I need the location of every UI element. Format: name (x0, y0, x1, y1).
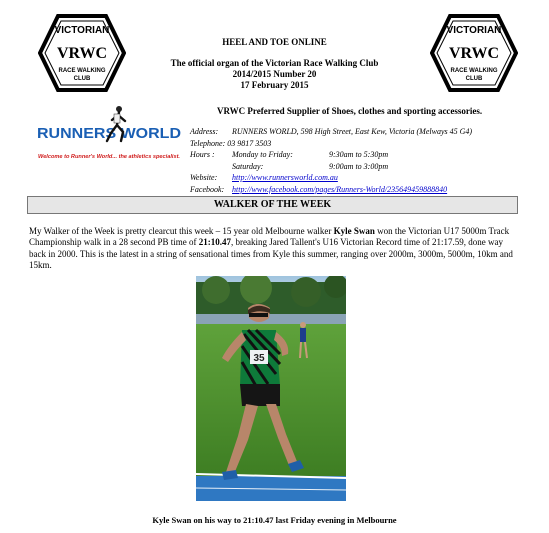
facebook-label: Facebook: (190, 184, 225, 194)
logo-bottom-text-2: CLUB (73, 76, 91, 82)
logo-top-text: VICTORIAN (446, 25, 502, 36)
logo-bottom-text-1: RACE WALKING (450, 68, 498, 74)
telephone-label: Telephone: (190, 138, 226, 148)
facebook-link[interactable]: http://www.facebook.com/pages/Runners-World/235649459888840 (232, 184, 448, 194)
address-value: RUNNERS WORLD, 598 High Street, East Kew, Victoria (Melways 45 G4) (232, 127, 473, 136)
hours-weekday-label: Monday to Friday: (232, 150, 293, 159)
logo-bottom-text-2: CLUB (465, 76, 483, 82)
runners-world-logo (37, 103, 183, 163)
runners-world-logo-text: RUNNERS WORLD (37, 126, 181, 142)
sponsor-details (190, 126, 472, 195)
walker-time: 21:10.47 (198, 237, 231, 248)
bib-number: 35 (253, 353, 265, 364)
issue-date: 17 February 2015 (240, 80, 309, 90)
hours-label: Hours : (190, 150, 215, 159)
hours-saturday-label: Saturday: (232, 161, 264, 171)
telephone-value: 03 9817 3503 (227, 138, 272, 148)
paragraph-text-3: , breaking Jared Tallent's U16 Victorian Record time of 21:17.59, done way back in 2000. This is the latest in a string of sensational times from Kyle this summer, ranging over 2000m, 3000m, 5000m, 10km and 15km. (29, 237, 513, 271)
paragraph-text-1: My Walker of the Week is pretty clearcut this week – 15 year old Melbourne walker (29, 226, 334, 236)
hours-weekday-value: 9:30am to 5:30pm (329, 150, 389, 159)
newsletter-subtitle: The official organ of the Victorian Race Walking Club (170, 58, 379, 68)
website-label: Website: (190, 173, 218, 182)
logo-bottom-text-1: RACE WALKING (58, 68, 106, 74)
walker-name: Kyle Swan (333, 226, 375, 236)
section-heading: WALKER OF THE WEEK (27, 196, 518, 214)
website-link[interactable]: http://www.runnersworld.com.au (232, 173, 338, 182)
logo-center-text: VRWC (448, 45, 500, 62)
issue-number: 2014/2015 Number 20 (232, 69, 317, 79)
address-label: Address: (190, 127, 219, 136)
walker-of-week-paragraph (29, 226, 519, 272)
hours-saturday-value: 9:00am to 3:00pm (329, 161, 389, 171)
logo-center-text: VRWC (56, 45, 108, 62)
paragraph-text-2: won the Victorian U17 5000m Track Championship walk in a 28 second PB time of (29, 226, 510, 248)
newsletter-title: HEEL AND TOE ONLINE (222, 37, 327, 47)
logo-top-text: VICTORIAN (54, 25, 110, 36)
walker-photo (196, 276, 346, 501)
photo-caption: Kyle Swan on his way to 21:10.47 last Friday evening in Melbourne (152, 515, 397, 525)
sponsor-heading: VRWC Preferred Supplier of Shoes, clothes and sporting accessories. (217, 106, 483, 116)
runners-world-tagline: Welcome to Runner's World... the athletics specialist. (38, 154, 180, 160)
